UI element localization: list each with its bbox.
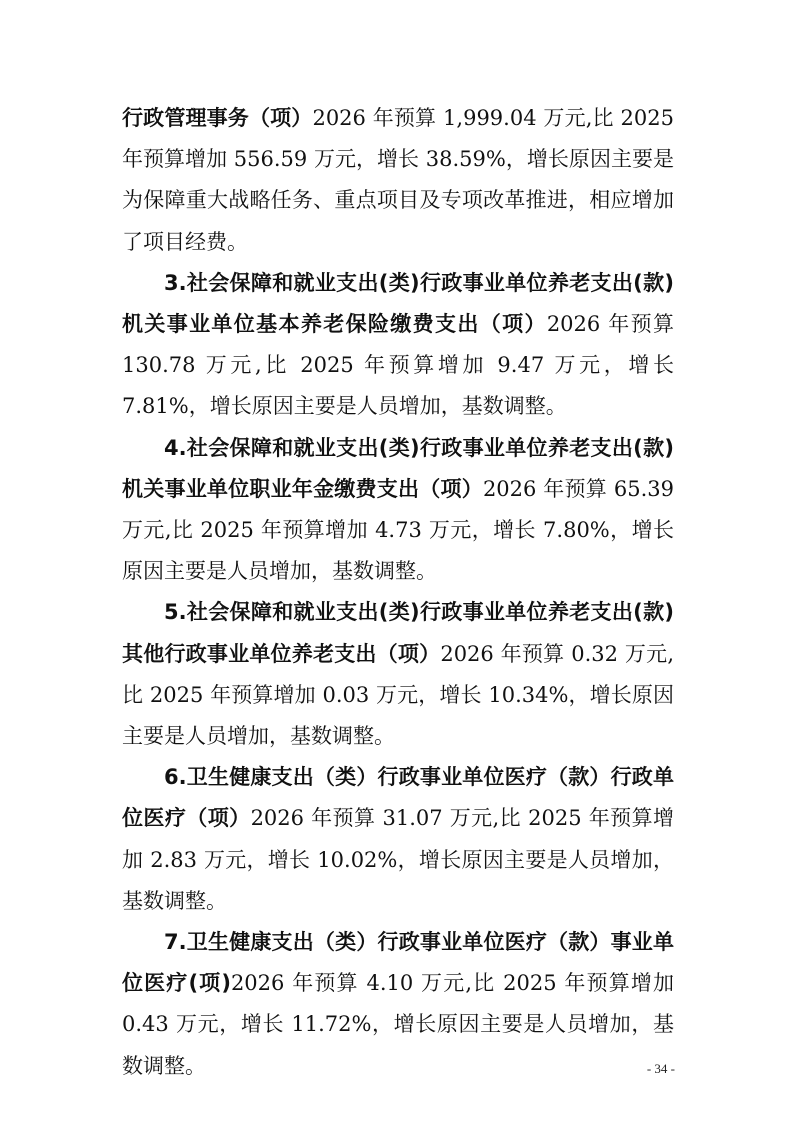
paragraph-heading: 5.社会保障和就业支出(类)行政事业单位养老支出(款)其他行政事业单位养老支出（项） xyxy=(122,600,674,666)
paragraph-basic-pension-insurance xyxy=(122,263,674,428)
paragraph-occupational-annuity xyxy=(122,428,674,593)
paragraph-text: 2026 年预算 130.78 万元,比 2025 年预算增加 9.47 万元，增长 7.81%，增长原因主要是人员增加，基数调整。 xyxy=(122,312,675,419)
paragraph-text: 2026 年预算 65.39 万元,比 2025 年预算增加 4.73 万元，增长 7.80%，增长原因主要是人员增加，基数调整。 xyxy=(122,476,675,584)
page-number: - 34 - xyxy=(646,1061,675,1076)
paragraph-heading: 3.社会保障和就业支出(类)行政事业单位养老支出(款)机关事业单位基本养老保险缴费支出（项） xyxy=(122,270,674,337)
paragraph-heading: 6.卫生健康支出（类）行政事业单位医疗（款）行政单位医疗（项） xyxy=(122,765,674,831)
paragraph-text: 2026 年预算 31.07 万元,比 2025 年预算增加 2.83 万元，增长 10.02%，增长原因主要是人员增加，基数调整。 xyxy=(122,806,675,913)
paragraph-heading: 4.社会保障和就业支出(类)行政事业单位养老支出(款)机关事业单位职业年金缴费支出（项） xyxy=(122,435,674,501)
paragraph-text: 2026 年预算 4.10 万元,比 2025 年预算增加 0.43 万元，增长 11.72%，增长原因主要是人员增加，基数调整。 xyxy=(122,971,674,1078)
paragraph-heading: 7.卫生健康支出（类）行政事业单位医疗（款）事业单位医疗(项) xyxy=(122,930,674,996)
paragraph-administrative-affairs xyxy=(122,98,674,263)
paragraph-text: 2026 年预算 1,999.04 万元,比 2025 年预算增加 556.59 万元，增长 38.59%，增长原因主要是为保障重大战略任务、重点项目及专项改革推进，相应增加了项目经费。 xyxy=(122,106,675,254)
paragraph-administrative-medical xyxy=(122,757,674,922)
paragraph-heading: 行政管理事务（项） xyxy=(122,106,313,130)
document-body xyxy=(122,98,674,1087)
paragraph-other-pension xyxy=(122,592,674,757)
paragraph-text: 2026 年预算 0.32 万元,比 2025 年预算增加 0.03 万元，增长 10.34%，增长原因主要是人员增加，基数调整。 xyxy=(122,641,675,749)
